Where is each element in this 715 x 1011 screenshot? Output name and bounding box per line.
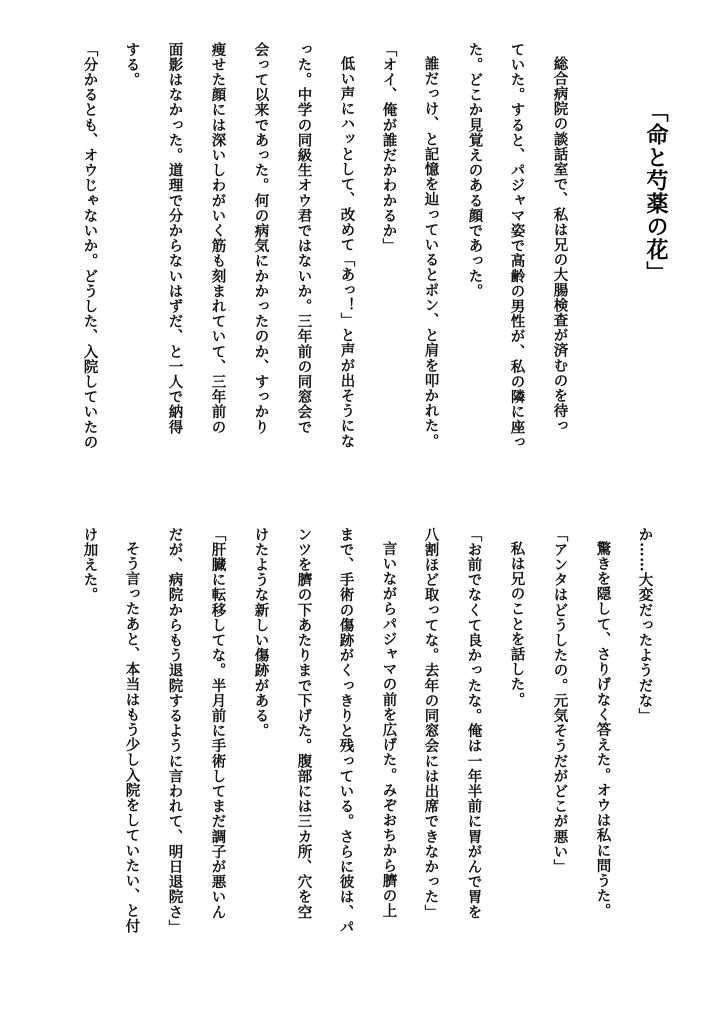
upper-column-4: 誰だっけ、と記憶を辿っているとポン、と肩を叩かれた。 [422,56,440,449]
lower-column-3: 「アンタはどうしたの。元気そうだがどこが悪い」 [551,527,569,875]
lower-column-12: だが、病院からもう退院するように言われて、明日退院さ」 [166,527,184,935]
lower-column-14: け加えた。 [81,527,99,603]
lower-column-1: か……大変だったようだな」 [636,527,654,724]
lower-column-10: けたような新しい傷跡がある。 [252,527,270,739]
lower-column-6: 八割ほど取ってな。去年の同窓会には出席できなかった」 [422,527,440,920]
upper-column-8: 会って以来であった。何の病気にかかったのか、すっかり [252,42,270,435]
lower-column-5: 「お前でなくて良かったな。俺は一年半前に胃がんで胃を [465,527,483,920]
lower-column-7: 言いながらパジャマの前を広げた。みぞおちから臍の上 [380,541,398,919]
lower-column-13: そう言ったあと、本当はもう少し入院をしていたい、と付 [123,541,141,934]
upper-column-2: ていた。すると、パジャマ姿で高齢の男性が、私の隣に座っ [508,42,526,450]
upper-column-5: 「オイ、俺が誰だかわかるか」 [380,42,398,254]
upper-column-9: 痩せた顔には深いしわがいく筋も刻まれていて、三年前の [209,42,227,435]
upper-column-3: た。どこか見覚えのある顔であった。 [466,42,484,299]
upper-column-1: 総合病院の談話室で、私は兄の大腸検査が済むのを待っ [551,56,569,434]
lower-column-4: 私は兄のことを話した。 [508,541,526,708]
lower-column-8: まで、手術の傷跡がくっきりと残っている。さらに彼は、パ [337,527,355,935]
lower-column-2: 驚きを隠して、さりげなく答えた。オウは私に問うた。 [594,541,612,919]
upper-column-10: 面影はなかった。道理で分からないはずだ、と一人で納得 [166,42,184,435]
lower-column-11: 「肝臓に転移してな。半月前に手術してまだ調子が悪いん [209,527,227,920]
lower-column-9: ンツを臍の下あたりまで下げた。腹部には三カ所、穴を空 [295,527,313,920]
upper-column-11: する。 [123,42,141,88]
upper-column-6: 低い声にハッとして、改めて「あっ！」と声が出そうにな [338,56,356,449]
upper-column-12: 「分かるとも、オウじゃないか。どうした、入院していたの [81,42,99,450]
story-title: 「命と芍薬の花」 [643,100,668,284]
upper-column-7: った。中学の同級生オウ君ではないか。三年前の同窓会で [295,42,313,435]
